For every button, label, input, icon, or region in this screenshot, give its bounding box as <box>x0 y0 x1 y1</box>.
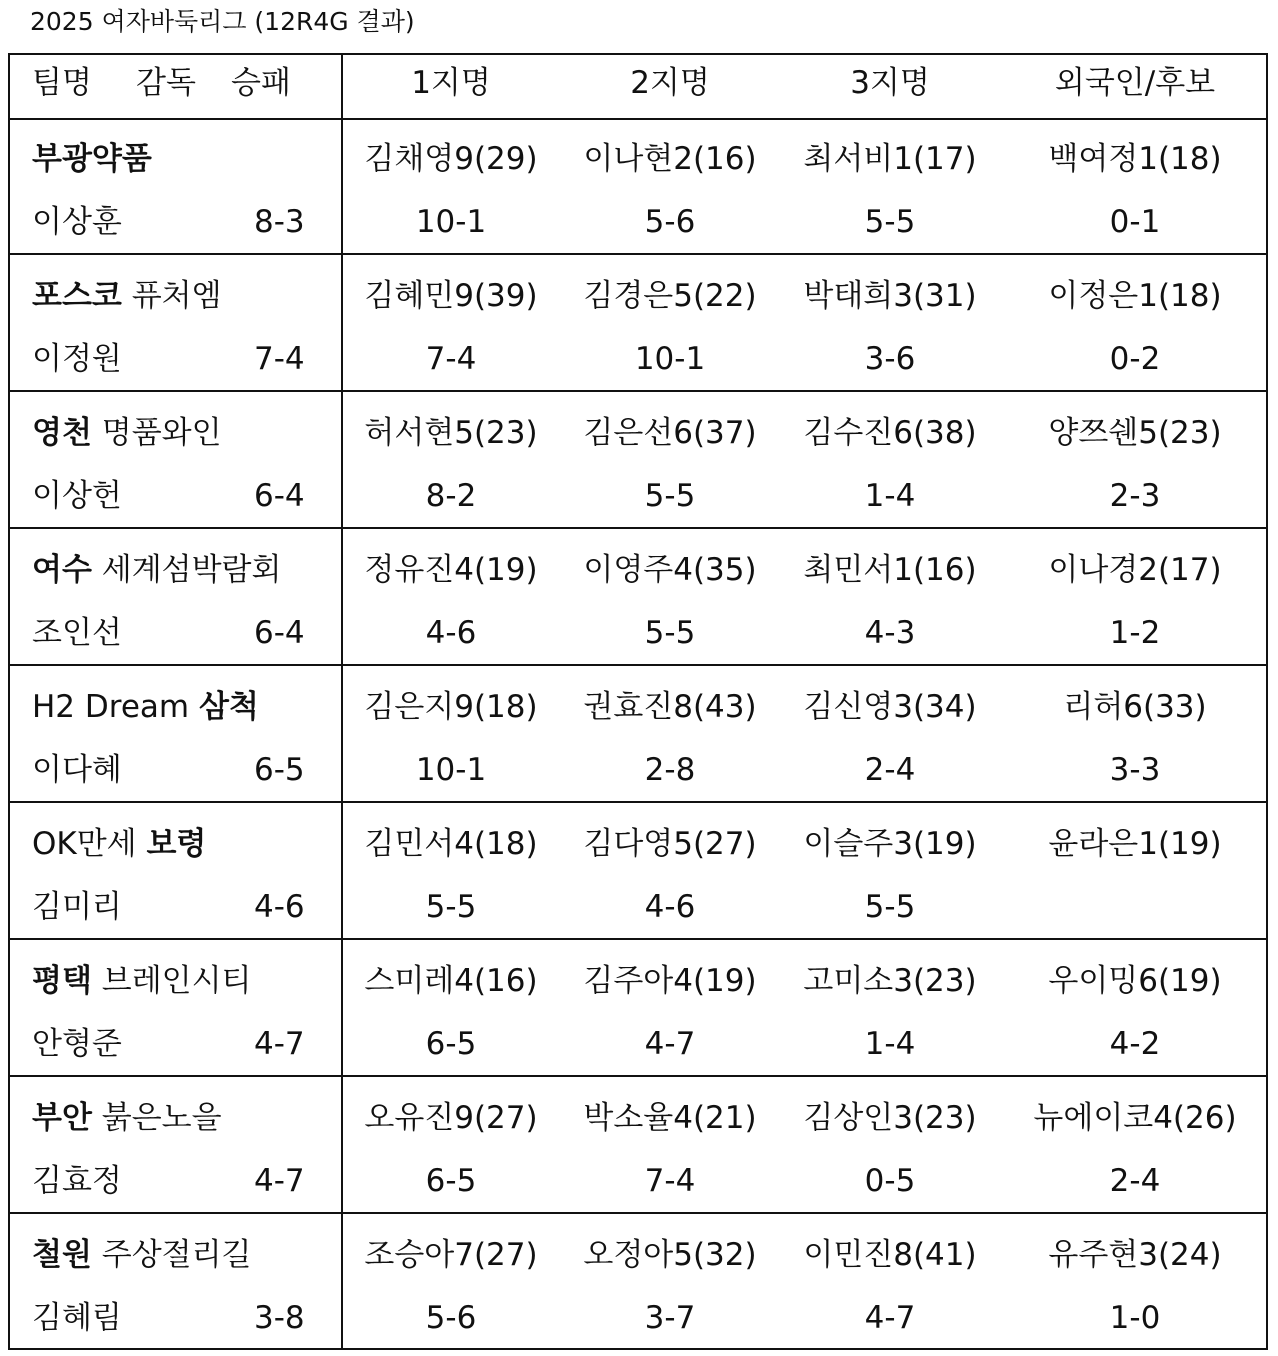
team-rows <box>10 118 1266 1350</box>
player-record: 4-2 <box>1109 1026 1161 1062</box>
player-name: 김채영9(29) <box>364 141 538 177</box>
team-record: 8-3 <box>254 204 305 240</box>
coach-name: 안형준 <box>32 1026 122 1062</box>
player-name: 김다영5(27) <box>583 826 757 862</box>
player-record: 0-1 <box>1109 204 1161 240</box>
player-record: 10-1 <box>415 752 487 788</box>
player-name: 이영주4(35) <box>583 552 757 588</box>
player-record: 6-5 <box>425 1163 477 1199</box>
player-record: 5-5 <box>864 889 916 925</box>
player-name: 김신영3(34) <box>803 689 977 725</box>
player-name: 고미소3(23) <box>803 963 977 999</box>
player-name: 리허6(33) <box>1063 689 1207 725</box>
team-record: 6-4 <box>254 478 305 514</box>
team-record: 4-7 <box>254 1026 305 1062</box>
team-city: 보령 <box>146 826 207 862</box>
player-record: 6-5 <box>425 1026 477 1062</box>
player-name: 김혜민9(39) <box>364 278 538 314</box>
coach-name: 김효정 <box>32 1163 122 1199</box>
player-name: 윤라은1(19) <box>1048 826 1222 862</box>
team-name <box>32 963 252 999</box>
player-record: 4-6 <box>425 615 477 651</box>
header-coach: 감독 <box>136 65 196 101</box>
player-record: 2-4 <box>864 752 916 788</box>
team-record: 3-8 <box>254 1300 305 1336</box>
team-city: 철원 <box>32 1237 92 1273</box>
league-standings-table <box>8 53 1268 1350</box>
team-record: 7-4 <box>254 341 305 377</box>
player-record: 1-0 <box>1109 1300 1161 1336</box>
header-foreign-reserve: 외국인/후보 <box>1054 65 1216 101</box>
player-name: 오유진9(27) <box>364 1100 538 1136</box>
player-name: 최서비1(17) <box>803 141 977 177</box>
team-sponsor: 명품와인 <box>91 415 222 451</box>
team-sponsor: 주상절리길 <box>91 1237 252 1273</box>
player-record: 2-3 <box>1109 478 1161 514</box>
player-name: 김주아4(19) <box>583 963 757 999</box>
table-row <box>10 666 1266 803</box>
team-city: 부안 <box>32 1100 92 1136</box>
player-record: 5-5 <box>644 615 696 651</box>
player-name: 뉴에이코4(26) <box>1033 1100 1237 1136</box>
player-record: 3-3 <box>1109 752 1161 788</box>
team-record: 4-6 <box>254 889 305 925</box>
header-pick-3: 3지명 <box>850 65 930 101</box>
player-record: 5-6 <box>425 1300 477 1336</box>
player-name: 스미레4(16) <box>364 963 538 999</box>
player-name: 양쯔쉔5(23) <box>1048 415 1222 451</box>
team-city: 영천 <box>32 415 92 451</box>
player-name: 권효진8(43) <box>583 689 757 725</box>
table-row <box>10 255 1266 392</box>
player-name: 이슬주3(19) <box>803 826 977 862</box>
header-pick-2: 2지명 <box>630 65 710 101</box>
team-record: 4-7 <box>254 1163 305 1199</box>
player-record: 7-4 <box>644 1163 696 1199</box>
player-name: 허서현5(23) <box>364 415 538 451</box>
player-record: 3-6 <box>864 341 916 377</box>
team-name-prefix: OK만세 <box>32 826 147 862</box>
player-name: 김은선6(37) <box>583 415 757 451</box>
player-name: 김상인3(23) <box>803 1100 977 1136</box>
table-row <box>10 1077 1266 1214</box>
team-name <box>32 1237 252 1273</box>
table-row <box>10 529 1266 666</box>
player-name: 조승아7(27) <box>364 1237 538 1273</box>
table-caption: 2025 여자바둑리그 (12R4G 결과) <box>30 7 415 36</box>
player-record: 10-1 <box>634 341 706 377</box>
player-record: 0-2 <box>1109 341 1161 377</box>
team-record: 6-5 <box>254 752 305 788</box>
header-record: 승패 <box>231 65 291 101</box>
team-name <box>32 278 222 314</box>
coach-name: 김혜림 <box>32 1300 122 1336</box>
team-record: 6-4 <box>254 615 305 651</box>
player-record: 1-4 <box>864 478 916 514</box>
player-name: 박소율4(21) <box>583 1100 757 1136</box>
team-city: 여수 <box>32 552 92 588</box>
player-record: 10-1 <box>415 204 487 240</box>
table-row <box>10 803 1266 940</box>
team-name-prefix: H2 Dream <box>32 689 199 725</box>
team-city: 평택 <box>32 963 92 999</box>
team-sponsor: 세계섬박람회 <box>91 552 282 588</box>
player-record: 4-7 <box>644 1026 696 1062</box>
team-name <box>32 826 207 862</box>
player-name: 이정은1(18) <box>1048 278 1222 314</box>
player-name: 김경은5(22) <box>583 278 757 314</box>
player-record: 0-5 <box>864 1163 916 1199</box>
table-row <box>10 1214 1266 1350</box>
team-city: 삼척 <box>198 689 259 725</box>
header-pick-1: 1지명 <box>411 65 491 101</box>
player-name: 우이밍6(19) <box>1048 963 1222 999</box>
team-name <box>32 1100 222 1136</box>
player-name: 정유진4(19) <box>364 552 538 588</box>
player-record: 4-3 <box>864 615 916 651</box>
player-record: 4-7 <box>864 1300 916 1336</box>
team-name <box>32 552 282 588</box>
player-record: 5-5 <box>425 889 477 925</box>
player-name: 이민진8(41) <box>803 1237 977 1273</box>
player-record: 2-8 <box>644 752 696 788</box>
team-sponsor: 브레인시티 <box>91 963 252 999</box>
player-name: 김수진6(38) <box>803 415 977 451</box>
table-row <box>10 940 1266 1077</box>
player-name: 이나경2(17) <box>1048 552 1222 588</box>
player-name: 이나현2(16) <box>583 141 757 177</box>
player-record: 8-2 <box>425 478 477 514</box>
table-header-row <box>10 55 1266 120</box>
team-sponsor: 퓨처엠 <box>121 278 222 314</box>
player-name: 박태희3(31) <box>803 278 977 314</box>
player-record: 4-6 <box>644 889 696 925</box>
player-record: 5-5 <box>644 478 696 514</box>
coach-name: 김미리 <box>32 889 122 925</box>
table-row <box>10 118 1266 255</box>
player-name: 김은지9(18) <box>364 689 538 725</box>
player-name: 김민서4(18) <box>364 826 538 862</box>
coach-name: 이다혜 <box>32 752 122 788</box>
coach-name: 조인선 <box>32 615 122 651</box>
column-divider <box>341 55 343 1348</box>
coach-name: 이상헌 <box>32 478 122 514</box>
team-name <box>32 689 259 725</box>
player-record: 3-7 <box>644 1300 696 1336</box>
player-name: 최민서1(16) <box>803 552 977 588</box>
team-name <box>32 141 152 177</box>
player-record: 2-4 <box>1109 1163 1161 1199</box>
player-record: 5-6 <box>644 204 696 240</box>
player-record: 1-4 <box>864 1026 916 1062</box>
coach-name: 이정원 <box>32 341 122 377</box>
player-name: 오정아5(32) <box>583 1237 757 1273</box>
coach-name: 이상훈 <box>32 204 122 240</box>
player-record: 1-2 <box>1109 615 1161 651</box>
team-sponsor: 붉은노을 <box>91 1100 222 1136</box>
player-name: 백여정1(18) <box>1048 141 1222 177</box>
team-name <box>32 415 222 451</box>
team-city: 부광약품 <box>32 141 152 177</box>
header-team: 팀명 <box>32 65 92 101</box>
player-name: 유주현3(24) <box>1048 1237 1222 1273</box>
player-record: 7-4 <box>425 341 477 377</box>
player-record: 5-5 <box>864 204 916 240</box>
team-city: 포스코 <box>32 278 122 314</box>
table-row <box>10 392 1266 529</box>
